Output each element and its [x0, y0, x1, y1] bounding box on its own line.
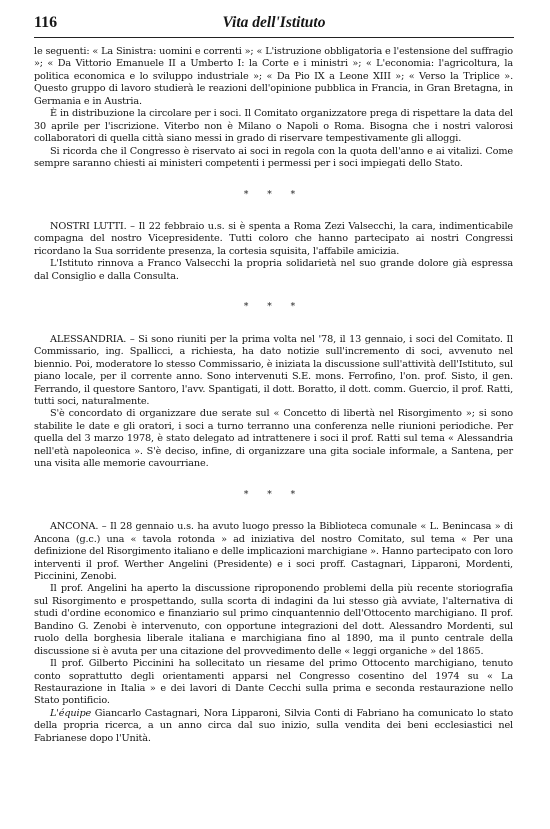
section-nostri-lutti [34, 221, 513, 258]
header-rule [34, 37, 514, 38]
paragraph [34, 708, 513, 745]
paragraph: le seguenti: « La Sinistra: uomini e correnti »; « L'istruzione obbligatoria e l'estensione del suffragio »; « Da Vittorio Emanuele II a Umberto I: la Corte e i ministri »; « L'economia: l'agricoltura, la politica economica e lo sviluppo industriale »; « Da Pio IX a Leone XIII »; « Verso la Triplice ». Questo gruppo di lavoro studierà le reazioni dell'opinione pubblica in Francia, in Gran Bretagna, in Germania e in Austria. [34, 46, 513, 107]
italic-term: L'équipe [50, 707, 92, 719]
section-separator: * * * [243, 302, 304, 313]
section-separator: * * * [243, 489, 304, 500]
paragraph-text: – Il 28 gennaio u.s. ha avuto luogo presso la Biblioteca comunale « L. Benincasa » di Ancona (g.c.) una « tavola rotonda » ad iniziativa del nostro Comitato, sul tema « Per una definizione del Risorgimento italiano e delle implicazioni marchigiane ». Hanno partecipato con loro interventi il prof. Werther Angelini (Presidente) e i soci proff. Castagnari, Lipparoni, Mordenti, Piccinini, Zenobi. [34, 521, 513, 582]
body-text [34, 46, 513, 745]
running-title: Vita dell'Istituto [222, 14, 326, 31]
section-heading: ANCONA. [50, 521, 99, 533]
paragraph-text: – Si sono riuniti per la prima volta nel '78, il 13 gennaio, i soci del Comitato. Il Commissario, ing. Spallicci, a richiesta, ha dato notizie sull'incremento di soci, avvenuto nel biennio. Poi, moderatore lo stesso Commissario, è iniziata la discussione sull'attività dell'Istituto, sul piano locale, per il corrente anno. Sono intervenuti S.E. mons. Ferrofino, l'on. prof. Sisto, il gen. Ferrando, il questore Santoro, l'avv. Spantigati, il dott. Boratto, il dott. comm. Guercio, il prof. Ratti, tutti soci, naturalmente. [34, 333, 513, 407]
page-number: 116 [34, 14, 58, 31]
section-heading: ALESSANDRIA. [50, 333, 127, 345]
section-ancona [34, 521, 513, 583]
paragraph-text: – Il 22 febbraio u.s. si è spenta a Roma Zezi Valsecchi, la cara, indimenticabile compagna del nostro Vicepresidente. Tutti coloro che hanno partecipato ai nostri Congressi ricordano la Sua sorridente presenza, la cortesia squisita, l'affabile amicizia. [34, 220, 513, 257]
paragraph-text: Giancarlo Castagnari, Nora Lipparoni, Silvia Conti di Fabriano ha comunicato lo stato della propria ricerca, a un anno circa dal suo inizio, sulla vendita dei beni ecclesiastici nel Fabrianese dopo l'Unità. [34, 707, 513, 744]
section-alessandria [34, 334, 513, 409]
paragraph: Il prof. Gilberto Piccinini ha sollecitato un riesame del primo Ottocento marchigiano, tenuto conto soprattutto degli orientamenti apparsi nel Congresso cosentino del 1974 su « La Restaurazione in Italia » e dei lavori di Dante Cecchi sulla prima e seconda restaurazione nello Stato pontificio. [34, 658, 513, 707]
section-separator: * * * [243, 189, 304, 200]
page-header [34, 14, 514, 36]
paragraph: Il prof. Angelini ha aperto la discussione riproponendo problemi della più recente storiografia sul Risorgimento e prospettando, sulla scorta di indagini da lui stesso già avviate, l'alternativa di studi d'ordine economico e finanziario sul primo cinquantennio dell'Ottocento marchigiano. Il prof. Bandino G. Zenobi è intervenuto, con opportune integrazioni del dott. Alessandro Mordenti, sul ruolo della borghesia liberale italiana e marchigiana fino al 1890, ma il punto centrale della discussione si è avuta per una citazione del provvedimento delle « leggi organiche » del 1865. [34, 583, 513, 657]
paragraph: L'Istituto rinnova a Franco Valsecchi la propria solidarietà nel suo grande dolore già espressa dal Consiglio e dalla Consulta. [34, 258, 513, 282]
section-heading: NOSTRI LUTTI. [50, 220, 127, 232]
paragraph: S'è concordato di organizzare due serate sul « Concetto di libertà nel Risorgimento »; si sono stabilite le date e gli oratori, i soci a turno terranno una conferenza nelle riunioni periodiche. Per quella del 3 marzo 1978, è stato delegato ad intrattenere i soci il prof. Ratti sul tema « Alessandria nell'età napoleonica ». S'è deciso, infine, di organizzare una gita sociale informale, a Santena, per una visita alle memorie cavourriane. [34, 408, 513, 470]
paragraph: Si ricorda che il Congresso è riservato ai soci in regola con la quota dell'anno e ai vitalizi. Come sempre saranno chiesti ai ministeri competenti i permessi per i soci impiegati dello Stato. [34, 145, 513, 170]
paragraph: È in distribuzione la circolare per i soci. Il Comitato organizzatore prega di rispettare la data del 30 aprile per l'iscrizione. Viterbo non è Milano o Napoli o Roma. Bisogna che i nostri valorosi collaboratori di quella città siano messi in grado di riservare tempestivamente gli alloggi. [34, 108, 513, 145]
